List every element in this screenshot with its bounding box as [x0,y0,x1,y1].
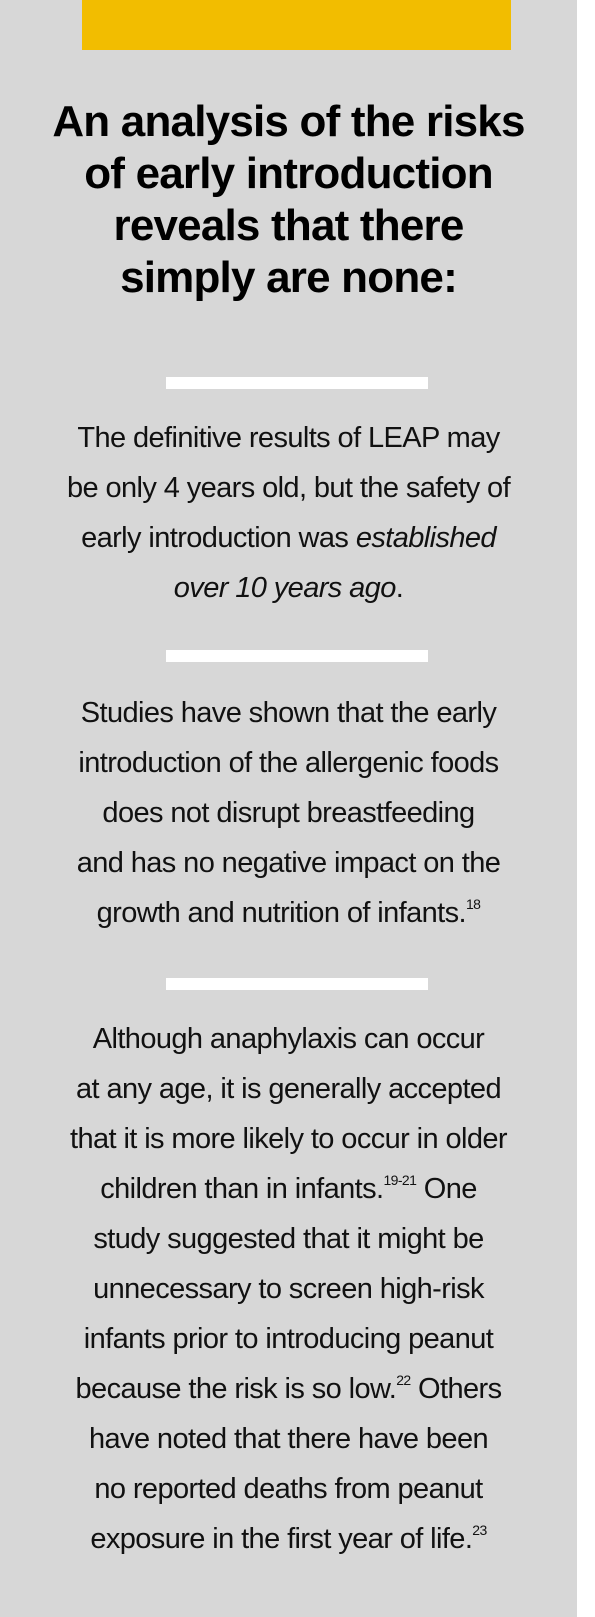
headline-line: of early introduction [84,149,493,198]
paragraph-anaphylaxis [0,1014,577,1564]
paragraph-leap-safety [0,413,577,613]
paragraph-line: at any age, it is generally accepted [76,1073,501,1105]
paragraph-breastfeeding [0,688,577,938]
divider [166,377,428,389]
emphasis-text: established [355,522,496,554]
reference-superscript: 19-21 [383,1172,417,1189]
text-run: Others [418,1373,502,1405]
paragraph-line: Studies have shown that the early [80,697,497,729]
paragraph-line: and has no negative impact on the [76,847,501,879]
text-run: because the risk is so low. [75,1373,397,1405]
headline-line: simply are none: [120,253,457,302]
text-run: growth and nutrition of infants. [96,897,466,929]
paragraph-line: The definitive results of LEAP may [77,422,500,454]
paragraph-line: Although anaphylaxis can occur [92,1023,485,1055]
paragraph-line [0,1514,577,1564]
paragraph-line: no reported deaths from peanut [94,1473,483,1505]
paragraph-line [0,513,577,563]
emphasis-text: over 10 years ago [173,572,396,604]
paragraph-line [0,1364,577,1414]
reference-superscript: 23 [472,1522,487,1539]
headline-line: reveals that there [113,201,464,250]
text-run: early introduction was [81,522,349,554]
paragraph-line [0,1164,577,1214]
paragraph-line: does not disrupt breastfeeding [102,797,475,829]
paragraph-line: study suggested that it might be [93,1223,484,1255]
divider [166,978,428,990]
paragraph-line: be only 4 years old, but the safety of [66,472,511,504]
paragraph-line: introduction of the allergenic foods [78,747,499,779]
accent-bar [82,0,511,50]
paragraph-line: that it is more likely to occur in older [70,1123,507,1155]
paragraph-line [0,563,577,613]
text-run: children than in infants. [100,1173,384,1205]
headline-line: An analysis of the risks [52,97,525,146]
paragraph-line: unnecessary to screen high-risk [93,1273,484,1305]
text-run: . [395,572,404,604]
reference-superscript: 22 [396,1372,411,1389]
text-run: exposure in the first year of life. [90,1523,473,1555]
divider [166,650,428,662]
reference-superscript: 18 [465,896,481,913]
paragraph-line: have noted that there have been [88,1423,488,1455]
headline [0,96,577,304]
paragraph-line: infants prior to introducing peanut [83,1323,494,1355]
paragraph-line [0,888,577,938]
text-run: One [423,1173,477,1205]
